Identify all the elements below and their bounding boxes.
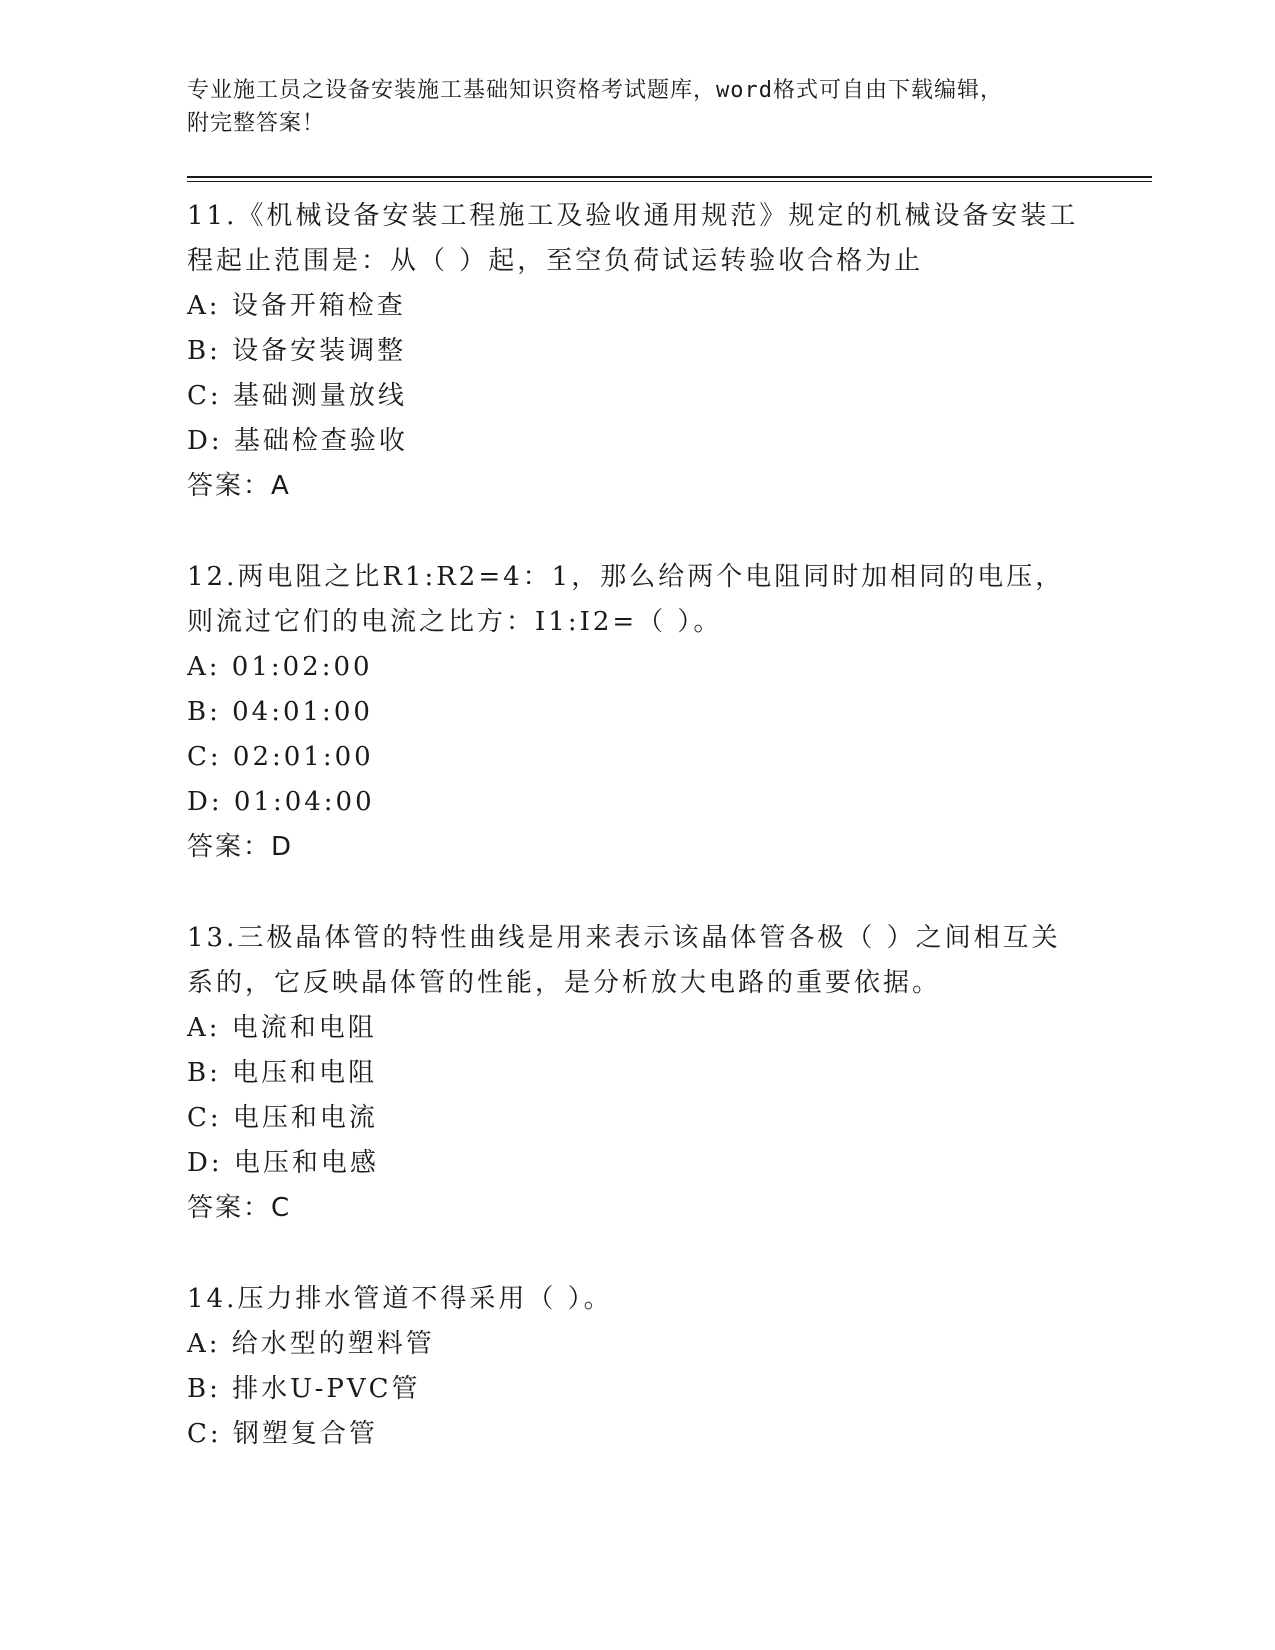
option-b: B: 排水U-PVC管 [187, 1374, 421, 1404]
question-text: 12.两电阻之比R1:R2=4：1，那么给两个电阻同时加相同的电压，则流过它们的电流之比方：I1:I2=（ ）。 [187, 562, 1065, 637]
question-14 [187, 1277, 1087, 1457]
option-d: D: 电压和电感 [187, 1148, 379, 1178]
option-d: D: 01:04:00 [187, 787, 375, 817]
option-a: A: 设备开箱检查 [187, 291, 406, 321]
question-11 [187, 194, 1087, 509]
option-c: C: 电压和电流 [187, 1103, 378, 1133]
question-list [187, 194, 1087, 1503]
document-header [187, 74, 1087, 140]
header-line-2: 附完整答案！ [187, 111, 326, 136]
option-b: B: 电压和电阻 [187, 1058, 378, 1088]
answer: 答案：A [187, 471, 291, 501]
option-c: C: 基础测量放线 [187, 381, 407, 411]
answer: 答案：C [187, 1193, 292, 1223]
option-c: C: 钢塑复合管 [187, 1419, 378, 1449]
header-divider-top [187, 176, 1152, 178]
header-divider-bottom [187, 181, 1152, 182]
option-b: B: 04:01:00 [187, 697, 373, 727]
option-a: A: 给水型的塑料管 [187, 1329, 435, 1359]
option-a: A: 电流和电阻 [187, 1013, 377, 1043]
question-text: 13.三极晶体管的特性曲线是用来表示该晶体管各极（ ）之间相互关系的，它反映晶体管的性能，是分析放大电路的重要依据。 [187, 923, 1061, 998]
question-12 [187, 555, 1087, 870]
option-b: B: 设备安装调整 [187, 336, 407, 366]
question-text: 11.《机械设备安装工程施工及验收通用规范》规定的机械设备安装工程起止范围是：从（ ）起，至空负荷试运转验收合格为止 [187, 201, 1079, 276]
option-d: D: 基础检查验收 [187, 426, 408, 456]
answer: 答案：D [187, 832, 294, 862]
question-text: 14.压力排水管道不得采用（ ）。 [187, 1284, 613, 1314]
option-c: C: 02:01:00 [187, 742, 374, 772]
question-13 [187, 916, 1087, 1231]
header-line-1: 专业施工员之设备安装施工基础知识资格考试题库，word格式可自由下载编辑， [187, 78, 1003, 103]
option-a: A: 01:02:00 [187, 652, 373, 682]
